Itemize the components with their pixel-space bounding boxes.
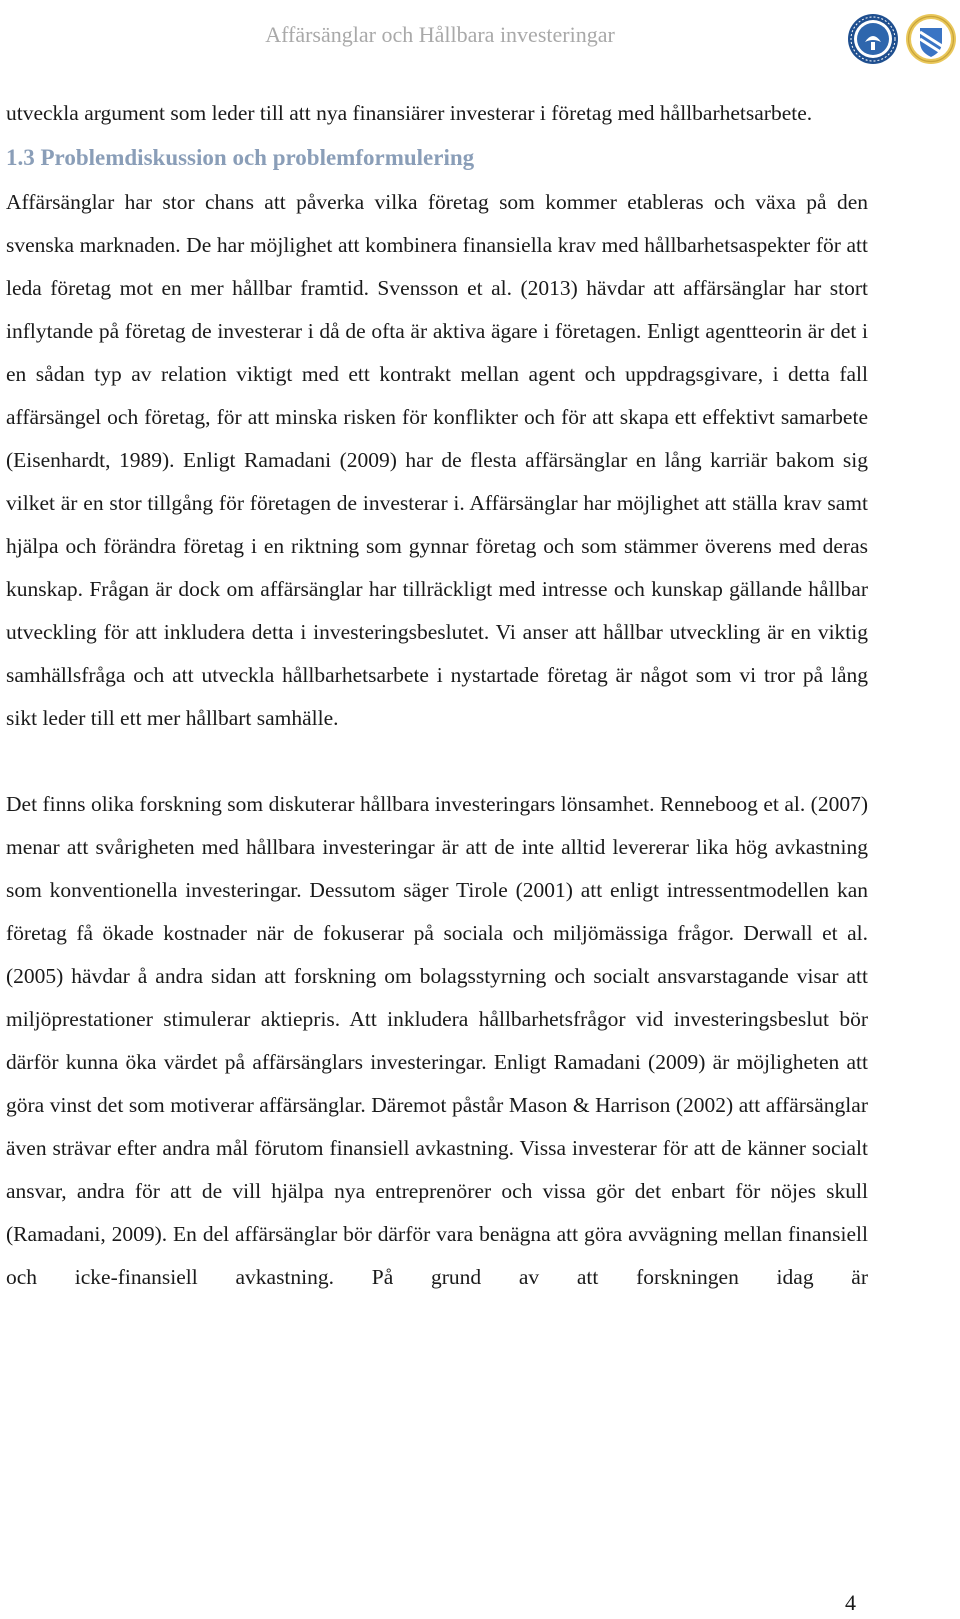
running-title: Affärsänglar och Hållbara investeringar (265, 22, 615, 47)
page-number: 4 (845, 1590, 856, 1615)
page-header (0, 20, 960, 80)
paragraph-research-review: Det finns olika forskning som diskuterar hållbara investeringars lönsamhet. Renneboog et al. (2007) menar att svårigheten med hållbara investeringar är att de inte alltid levererar lika hög avkastning som konventionella investeringar. Dessutom säger Tirole (2001) att enligt intressentmodellen kan företag få ökade kostnader när de fokuserar på sociala och miljömässiga frågor. Derwall et al. (2005) hävdar å andra sidan att forskning om bolagsstyrning och socialt ansvarstagande visar att miljöprestationer stimulerar aktiepris. Att inkludera hållbarhetsfrågor vid investeringsbeslut bör därför kunna öka värdet på affärsänglars investeringar. Enligt Ramadani (2009) är möjligheten att göra vinst det som motiverar affärsänglar. Däremot påstår Mason & Harrison (2002) att affärsänglar även strävar efter andra mål förutom finansiell avkastning. Vissa investerar för att de känner socialt ansvar, andra för att de vill hjälpa nya entreprenörer och vissa gör det enbart för nöjes skull (Ramadani, 2009). En del affärsänglar bör därför vara benägna att göra avvägning mellan finansiell och icke-finansiell avkastning. På grund av att forskningen idag är (6, 792, 868, 1289)
document-body (6, 92, 868, 1299)
paragraph-intro-tail: utveckla argument som leder till att nya finansiärer investerar i företag med hållbarhetsarbete. (6, 101, 813, 125)
paragraph-problem-discussion: Affärsänglar har stor chans att påverka vilka företag som kommer etableras och växa på den svenska marknaden. De har möjlighet att kombinera finansiella krav med hållbarhetsaspekter för att leda företag mot en mer hållbar framtid. Svensson et al. (2013) hävdar att affärsänglar har stort inflytande på företag de investerar i då de ofta är aktiva ägare i företagen. Enligt agentteorin är det i en sådan typ av relation viktigt med ett kontrakt mellan agent och uppdragsgivare, i detta fall affärsängel och företag, för att minska risken för konflikter och för att skapa ett effektivt samarbete (Eisenhardt, 1989). Enligt Ramadani (2009) har de flesta affärsänglar en lång karriär bakom sig vilket är en stor tillgång för företagen de investerar i. Affärsänglar har möjlighet att ställa krav samt hjälpa och förändra företag i en riktning som gynnar företag och som stämmer överens med deras kunskap. Frågan är dock om affärsänglar har tillräckligt med intresse och kunskap gällande hållbar utveckling för att inkludera detta i investeringsbeslutet. Vi anser att hållbar utveckling är en viktig samhällsfråga och att utveckla hållbarhetsarbete i nystartade företag är något som vi tror på lång sikt leder till ett mer hållbart samhälle. (6, 190, 868, 730)
paragraph-gap (6, 740, 868, 783)
club-crest-icon (904, 12, 958, 66)
university-seal-icon (846, 12, 900, 66)
section-heading: 1.3 Problemdiskussion och problemformulering (6, 145, 475, 170)
